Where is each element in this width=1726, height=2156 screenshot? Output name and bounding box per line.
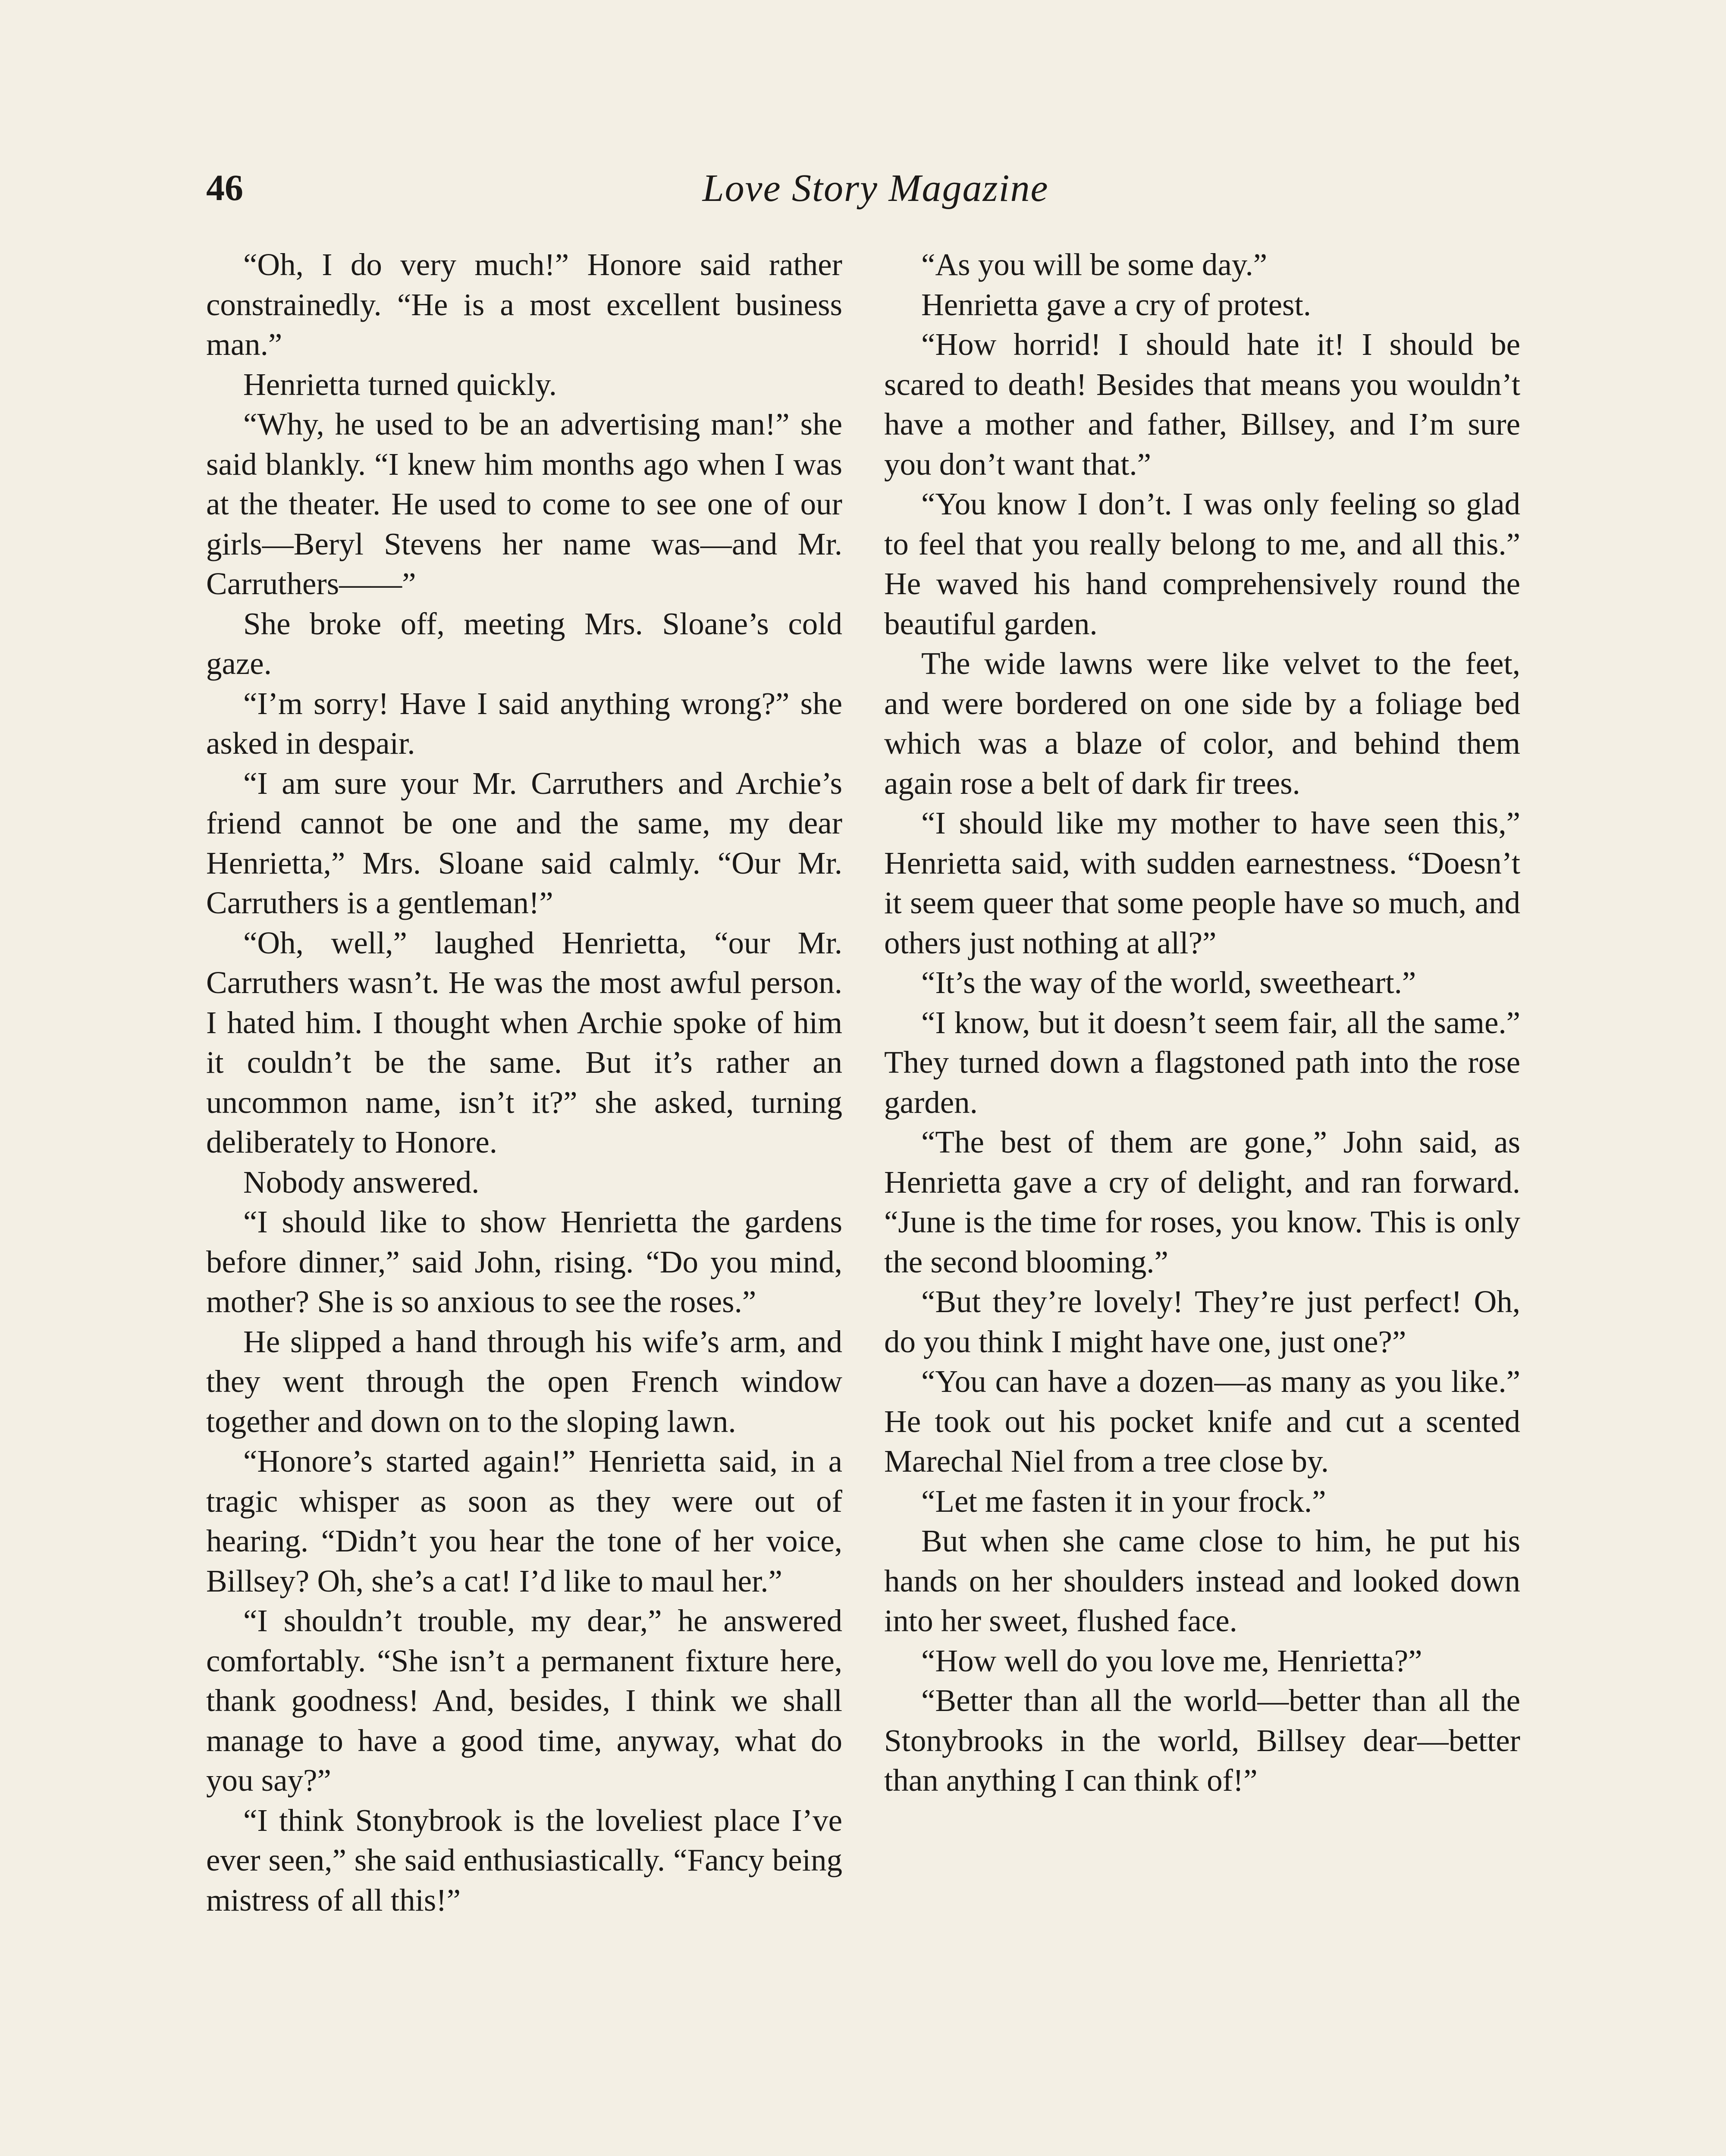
paragraph: Henrietta gave a cry of protest. xyxy=(921,287,1311,322)
page-number: 46 xyxy=(206,167,243,208)
paragraph: The wide lawns were like velvet to the feet, and were bordered on one side by a foliage bed which was a blaze of color, and behind them again rose a belt of dark fir trees. xyxy=(884,646,1520,801)
paragraph: “Oh, well,” laughed Henrietta, “our Mr. Carruthers wasn’t. He was the most awful person. I hated him. I thought when Archie spoke of him it couldn’t be the same. But it’s rather an uncommon name, isn’t it?” she asked, turning deliberately to Honore. xyxy=(206,925,842,1159)
paragraph: “Let me fasten it in your frock.” xyxy=(921,1483,1326,1519)
paragraph: “I know, but it doesn’t seem fair, all the same.” They turned down a flagstoned path into the rose garden. xyxy=(884,1005,1520,1120)
paragraph: “The best of them are gone,” John said, as Henrietta gave a cry of delight, and ran forward. “June is the time for roses, you know. This is only the second blooming.” xyxy=(884,1125,1520,1279)
right-text-column xyxy=(884,245,1520,1801)
paragraph: “Honore’s started again!” Henrietta said, in a tragic whisper as soon as they were out of hearing. “Didn’t you hear the tone of her voice, Billsey? Oh, she’s a cat! I’d like to maul her.” xyxy=(206,1444,842,1598)
paragraph: “You can have a dozen—as many as you like.” He took out his pocket knife and cut a scented Marechal Niel from a tree close by. xyxy=(884,1364,1520,1479)
paragraph: “But they’re lovely! They’re just perfect! Oh, do you think I might have one, just one?” xyxy=(884,1284,1520,1359)
left-text-column xyxy=(206,245,842,1920)
paragraph: “I am sure your Mr. Carruthers and Archie’s friend cannot be one and the same, my dear Henrietta,” Mrs. Sloane said calmly. “Our Mr. Carruthers is a gentleman!” xyxy=(206,765,842,920)
paragraph: “As you will be some day.” xyxy=(921,247,1268,282)
paragraph: “How well do you love me, Henrietta?” xyxy=(921,1643,1422,1678)
paragraph: Nobody answered. xyxy=(243,1164,480,1200)
paragraph: She broke off, meeting Mrs. Sloane’s cold gaze. xyxy=(206,606,842,681)
paragraph: But when she came close to him, he put his hands on her shoulders instead and looked down into her sweet, flushed face. xyxy=(884,1523,1520,1638)
paragraph: “It’s the way of the world, sweetheart.” xyxy=(921,965,1416,1000)
paragraph: “I should like to show Henrietta the gardens before dinner,” said John, rising. “Do you mind, mother? She is so anxious to see the roses.” xyxy=(206,1204,842,1319)
paragraph: “Better than all the world—better than all the Stonybrooks in the world, Billsey dear—better than anything I can think of!” xyxy=(884,1683,1520,1798)
paragraph: Henrietta turned quickly. xyxy=(243,367,557,402)
paragraph: He slipped a hand through his wife’s arm, and they went through the open French window together and down on to the sloping lawn. xyxy=(206,1324,842,1439)
paragraph: “I shouldn’t trouble, my dear,” he answered comfortably. “She isn’t a permanent fixture here, thank goodness! And, besides, I think we shall manage to have a good time, anyway, what do you say?” xyxy=(206,1603,842,1798)
paragraph: “You know I don’t. I was only feeling so glad to feel that you really belong to me, and all this.” He waved his hand comprehensively round the beautiful garden. xyxy=(884,486,1520,641)
paragraph: “Oh, I do very much!” Honore said rather constrainedly. “He is a most excellent business man.” xyxy=(206,247,842,362)
paragraph: “I think Stonybrook is the loveliest place I’ve ever seen,” she said enthusiastically. “Fancy being mistress of all this!” xyxy=(206,1802,842,1918)
paragraph: “How horrid! I should hate it! I should be scared to death! Besides that means you wouldn’t have a mother and father, Billsey, and I’m sure you don’t want that.” xyxy=(884,327,1520,482)
running-head-title: Love Story Magazine xyxy=(702,167,1049,210)
paragraph: “I should like my mother to have seen this,” Henrietta said, with sudden earnestness. “Doesn’t it seem queer that some people have so much, and others just nothing at all?” xyxy=(884,805,1520,960)
paragraph: “I’m sorry! Have I said anything wrong?” she asked in despair. xyxy=(206,686,842,761)
paragraph: “Why, he used to be an advertising man!” she said blankly. “I knew him months ago when I was at the theater. He used to come to see one of our girls—Beryl Stevens her name was—and Mr. Carruthers——” xyxy=(206,407,842,601)
